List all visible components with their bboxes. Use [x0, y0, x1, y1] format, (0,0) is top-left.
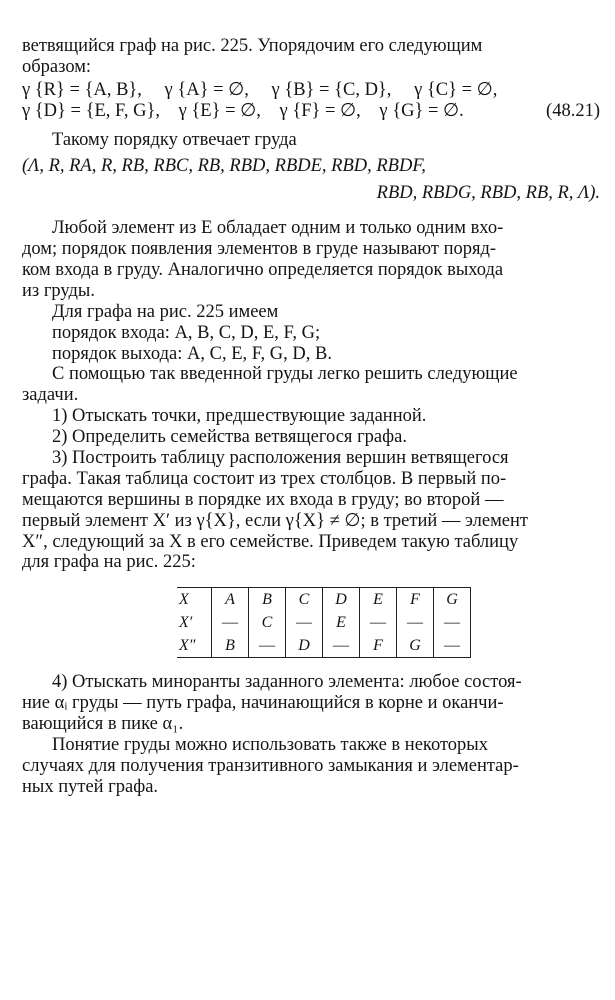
task-1: 1) Отыскать точки, предшествующие заданной. [52, 406, 427, 427]
equation: γ {C} = ∅, [414, 79, 498, 100]
text-line: задачи. [22, 385, 79, 406]
table-cell: B [249, 588, 286, 612]
equation: γ {B} = {C, D}, [271, 79, 392, 100]
table-cell: — [286, 611, 323, 634]
task-4: 4) Отыскать миноранты заданного элемента: любое состоя- [52, 672, 522, 693]
vertex-table [177, 587, 471, 658]
equation-line-1 [22, 80, 600, 101]
table-cell: — [434, 611, 471, 634]
exit-order: порядок выхода: A, C, E, F, G, D, B. [52, 343, 332, 364]
text-line: образом: [22, 56, 92, 77]
equation: γ {D} = {E, F, G}, [22, 100, 160, 121]
text-line: графа. Такая таблица состоит из трех столбцов. В первый по- [22, 468, 507, 489]
text-line: Понятие груды можно использовать также в некоторых [52, 735, 488, 756]
text-line: дом; порядок появления элементов в груде называют поряд- [22, 239, 497, 260]
table-cell: F [360, 634, 397, 658]
text-line: первый элемент X′ из γ{X}, если γ{X} ≠ ∅; в третий — элемент [22, 510, 528, 531]
equation: γ {A} = ∅, [164, 79, 249, 100]
table-cell: D [286, 634, 323, 658]
text-line: ных путей графа. [22, 776, 159, 797]
table-cell: — [323, 634, 360, 658]
table-cell: F [397, 588, 434, 612]
table-cell: G [397, 634, 434, 658]
table-cell: — [212, 611, 249, 634]
table-cell: — [434, 634, 471, 658]
table-cell: B [212, 634, 249, 658]
table-cell: C [249, 611, 286, 634]
text-line: ние αᵢ груды — путь графа, начинающийся в корне и оканчи- [22, 693, 504, 714]
table-cell: — [249, 634, 286, 658]
text-line: Для графа на рис. 225 имеем [52, 301, 279, 322]
table-cell: G [434, 588, 471, 612]
text-line: Любой элемент из E обладает одним и только одним вхо- [52, 218, 504, 239]
text-line: С помощью так введенной груды легко решить следующие [52, 364, 518, 385]
text-line: Такому порядку отвечает груда [52, 129, 297, 150]
table-row-head: X″ [177, 634, 212, 658]
table-cell: — [360, 611, 397, 634]
table-cell: E [360, 588, 397, 612]
table-row-head: X [177, 588, 212, 612]
table-cell: D [323, 588, 360, 612]
text-line: случаях для получения транзитивного замыкания и элементар- [22, 755, 519, 776]
text-line: X″, следующий за X в его семействе. Приведем такую таблицу [22, 531, 519, 552]
table-cell: A [212, 588, 249, 612]
table-cell: C [286, 588, 323, 612]
heap-sequence-line-2: RBD, RBDG, RBD, RB, R, Λ). [376, 183, 600, 204]
table-row [177, 611, 471, 634]
table-cell: E [323, 611, 360, 634]
entry-order: порядок входа: A, B, C, D, E, F, G; [52, 322, 321, 343]
equation-number: (48.21) [546, 100, 600, 121]
task-2: 2) Определить семейства ветвящегося графа. [52, 427, 407, 448]
text-line: для графа на рис. 225: [22, 552, 196, 573]
equation-line-2 [22, 101, 600, 122]
table-row [177, 634, 471, 658]
page-body [22, 36, 600, 798]
table-row-head: X′ [179, 613, 193, 631]
text-line: вающийся в пике α₁. [22, 714, 184, 735]
table-row [177, 588, 471, 612]
heap-sequence-line-1: (Λ, R, RA, R, RB, RBC, RB, RBD, RBDE, RBD, RBDF, [22, 156, 426, 177]
spacer [22, 204, 600, 218]
equation: γ {G} = ∅. [379, 100, 464, 121]
table-cell: — [397, 611, 434, 634]
equation: γ {E} = ∅, [178, 100, 261, 121]
task-3: 3) Построить таблицу расположения вершин ветвящегося [52, 448, 509, 469]
text-line: из груды. [22, 280, 95, 301]
equation: γ {R} = {A, B}, [22, 79, 142, 100]
text-line: ком входа в груду. Аналогично определяется порядок выхода [22, 260, 504, 281]
text-line: ветвящийся граф на рис. 225. Упорядочим его следующим [22, 36, 483, 56]
equation: γ {F} = ∅, [279, 100, 361, 121]
text-line: мещаются вершины в порядке их входа в груду; во второй — [22, 489, 504, 510]
